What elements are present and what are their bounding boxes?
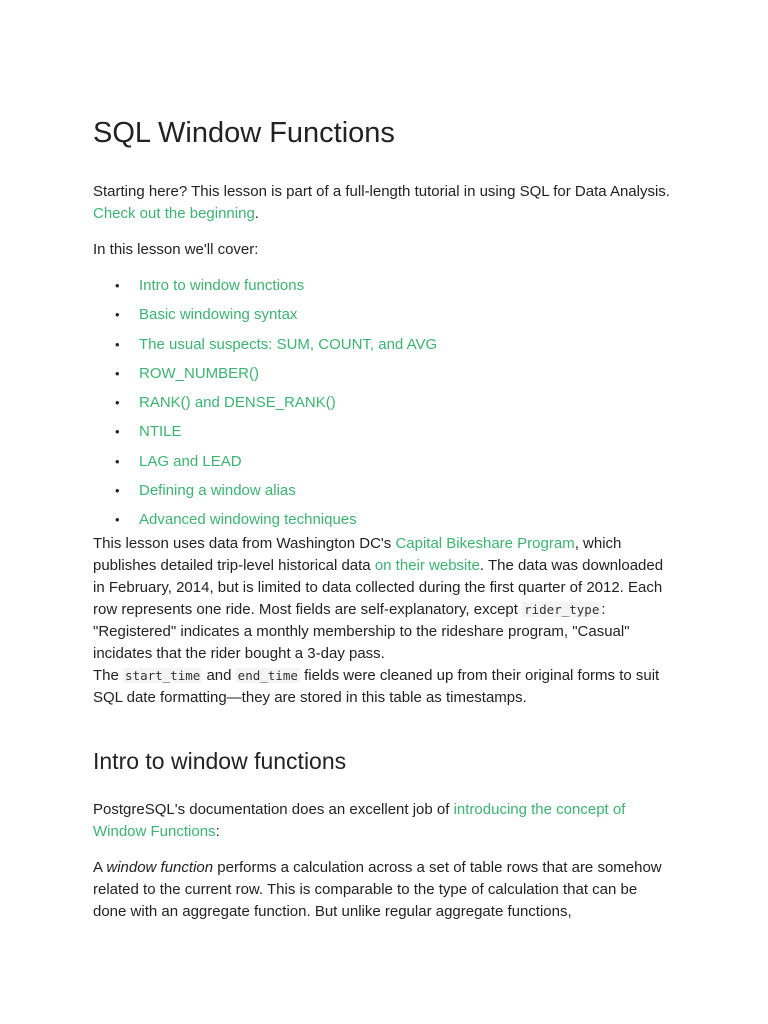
window-function-term: window function [106, 858, 214, 876]
bullet-icon: • [115, 307, 120, 323]
end-time-code: end_time [237, 667, 298, 683]
bullet-icon: • [115, 483, 120, 499]
section-heading-intro: Intro to window functions [93, 747, 347, 774]
data-text: : "Registered" indicates a monthly membership to the rideshare program, "Casual" incidates that the rider bought a 3-day pass. [93, 600, 630, 662]
page-title: SQL Window Functions [93, 117, 395, 149]
definition-text: A [93, 858, 103, 876]
toc-link-ntile[interactable]: NTILE [139, 423, 182, 441]
bullet-icon: • [115, 395, 120, 411]
window-functions-concept-link[interactable]: introducing the concept of Window Functions [93, 800, 626, 840]
toc-link-row-number[interactable]: ROW_NUMBER() [139, 364, 259, 382]
postgres-text: PostgreSQL's documentation does an excellent job of [93, 800, 450, 818]
toc-item [93, 334, 673, 356]
data-text: The [93, 666, 119, 684]
their-website-link[interactable]: on their website [374, 556, 480, 574]
intro-text: Starting here? This lesson is part of a full-length tutorial in using SQL for Data Analysis. [93, 183, 670, 200]
cover-label: In this lesson we'll cover: [93, 241, 259, 258]
toc-link-intro[interactable]: Intro to window functions [139, 277, 305, 294]
bullet-icon: • [115, 453, 120, 469]
check-out-beginning-link[interactable]: Check out the beginning [93, 205, 255, 222]
lesson-toc [93, 275, 673, 531]
bullet-icon: • [115, 512, 120, 528]
data-text: This lesson uses data from Washington DC's [93, 534, 392, 552]
capital-bikeshare-link[interactable]: Capital Bikeshare Program [395, 534, 575, 552]
intro-paragraph [93, 181, 673, 225]
toc-item [93, 275, 673, 297]
toc-item [93, 304, 673, 326]
toc-item [93, 392, 673, 414]
intro-period: . [254, 205, 259, 222]
bullet-icon: • [115, 424, 120, 440]
colon-text: : [215, 822, 220, 840]
bullet-icon: • [115, 278, 120, 293]
toc-item [93, 480, 673, 502]
data-text: fields were cleaned up from their original forms to suit SQL date formatting—they are stored in this table as timestamps. [93, 666, 660, 706]
toc-link-lag-lead[interactable]: LAG and LEAD [139, 452, 242, 470]
bullet-icon: • [115, 365, 120, 381]
start-time-code: start_time [125, 667, 201, 683]
data-description-paragraph [93, 533, 673, 709]
toc-link-usual-suspects[interactable]: The usual suspects: SUM, COUNT, and AVG [139, 335, 438, 353]
definition-text: performs a calculation across a set of table rows that are somehow related to the current row. This is comparable to the type of calculation that can be done with an aggregate function. But unlike regular aggregate functions, [93, 858, 662, 920]
bullet-icon: • [115, 336, 120, 352]
postgres-paragraph [93, 799, 673, 843]
toc-link-window-alias[interactable]: Defining a window alias [139, 482, 296, 500]
toc-item [93, 421, 673, 443]
toc-link-basic-syntax[interactable]: Basic windowing syntax [139, 306, 298, 324]
article [93, 113, 673, 937]
definition-paragraph [93, 857, 673, 923]
toc-link-advanced[interactable]: Advanced windowing techniques [139, 511, 357, 529]
toc-link-rank[interactable]: RANK() and DENSE_RANK() [139, 394, 336, 412]
rider-type-code: rider_type [524, 601, 600, 617]
toc-item [93, 509, 673, 531]
data-text: and [206, 666, 232, 684]
data-text: . The data was downloaded in February, 2014, but is limited to data collected during the first quarter of 2012. Each row represents one ride. Most fields are self-explanatory, except [93, 556, 664, 618]
toc-item [93, 451, 673, 473]
data-text: , which publishes detailed trip-level historical data [93, 534, 622, 574]
toc-item [93, 363, 673, 385]
